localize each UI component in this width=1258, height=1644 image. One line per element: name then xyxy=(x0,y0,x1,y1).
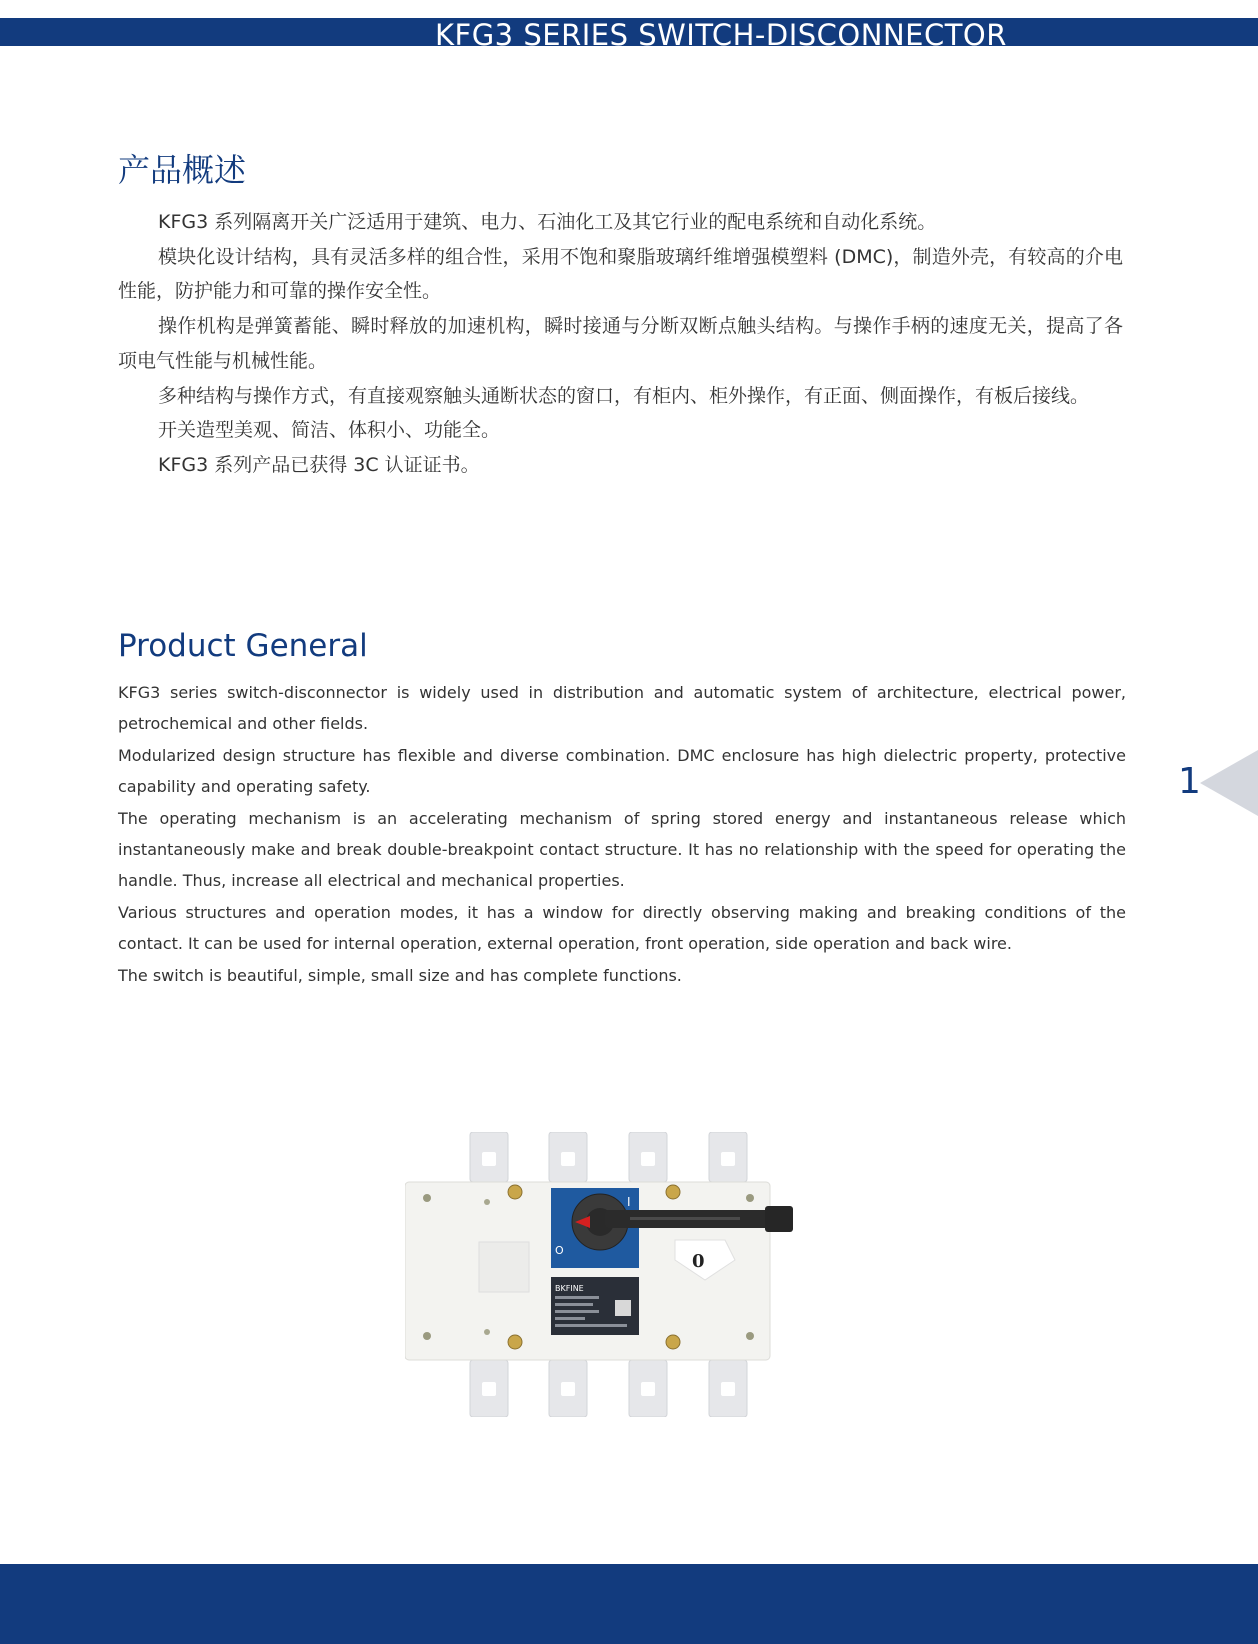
footer-bar xyxy=(0,1564,1258,1644)
en-paragraph: The switch is beautiful, simple, small size and has complete functions. xyxy=(118,965,682,985)
en-paragraph: KFG3 series switch-disconnector is widely used in distribution and automatic system of architecture, electrical power, petrochemical and other fields. xyxy=(118,683,1126,734)
en-paragraph: The operating mechanism is an accelerating mechanism of spring stored energy and instantaneous release which instantaneously make and break double-breakpoint contact structure. It has no relationship with the speed for operating the handle. Thus, increase all electrical and mechanical properties. xyxy=(118,808,1126,891)
cn-paragraph: 多种结构与操作方式，有直接观察触头通断状态的窗口，有柜内、柜外操作，有正面、侧面操作，有板后接线。 xyxy=(158,384,1090,407)
window-label: 0 xyxy=(692,1251,705,1272)
switch-label-off: O xyxy=(555,1244,564,1257)
bottom-terminals xyxy=(470,1360,747,1417)
header-bar xyxy=(0,18,1258,46)
en-paragraph: Various structures and operation modes, it has a window for directly observing making and breaking conditions of the contact. It can be used for internal operation, external operation, front operation, side operation and back wire. xyxy=(118,902,1126,954)
product-image xyxy=(405,1132,835,1417)
cn-paragraph: 开关造型美观、简洁、体积小、功能全。 xyxy=(158,419,501,442)
cn-paragraph: 操作机构是弹簧蓄能、瞬时释放的加速机构，瞬时接通与分断双断点触头结构。与操作手柄的速度无关，提高了各项电气性能与机械性能。 xyxy=(118,315,1123,372)
switch-label-on: I xyxy=(627,1195,631,1209)
cn-section-heading: 产品概述 xyxy=(118,151,247,189)
cn-paragraph: 模块化设计结构，具有灵活多样的组合性，采用不饱和聚脂玻璃纤维增强模塑料 (DMC)，制造外壳，有较高的介电性能，防护能力和可靠的操作安全性。 xyxy=(118,245,1123,303)
en-section-heading: Product General xyxy=(118,628,368,664)
nameplate-brand: BKFINE xyxy=(555,1284,584,1293)
header-title: KFG3 SERIES SWITCH-DISCONNECTOR xyxy=(435,18,1007,46)
cn-paragraph: KFG3 系列隔离开关广泛适用于建筑、电力、石油化工及其它行业的配电系统和自动化系统。 xyxy=(158,211,937,233)
page-tab-marker xyxy=(1200,750,1258,816)
cn-paragraph: KFG3 系列产品已获得 3C 认证证书。 xyxy=(158,453,480,476)
top-terminals xyxy=(470,1132,747,1182)
en-section-body xyxy=(118,677,1126,991)
cn-section-body xyxy=(118,205,1123,483)
page-number: 1 xyxy=(1178,761,1201,802)
en-paragraph: Modularized design structure has flexible and diverse combination. DMC enclosure has high dielectric property, protective capability and operating safety. xyxy=(118,745,1126,797)
